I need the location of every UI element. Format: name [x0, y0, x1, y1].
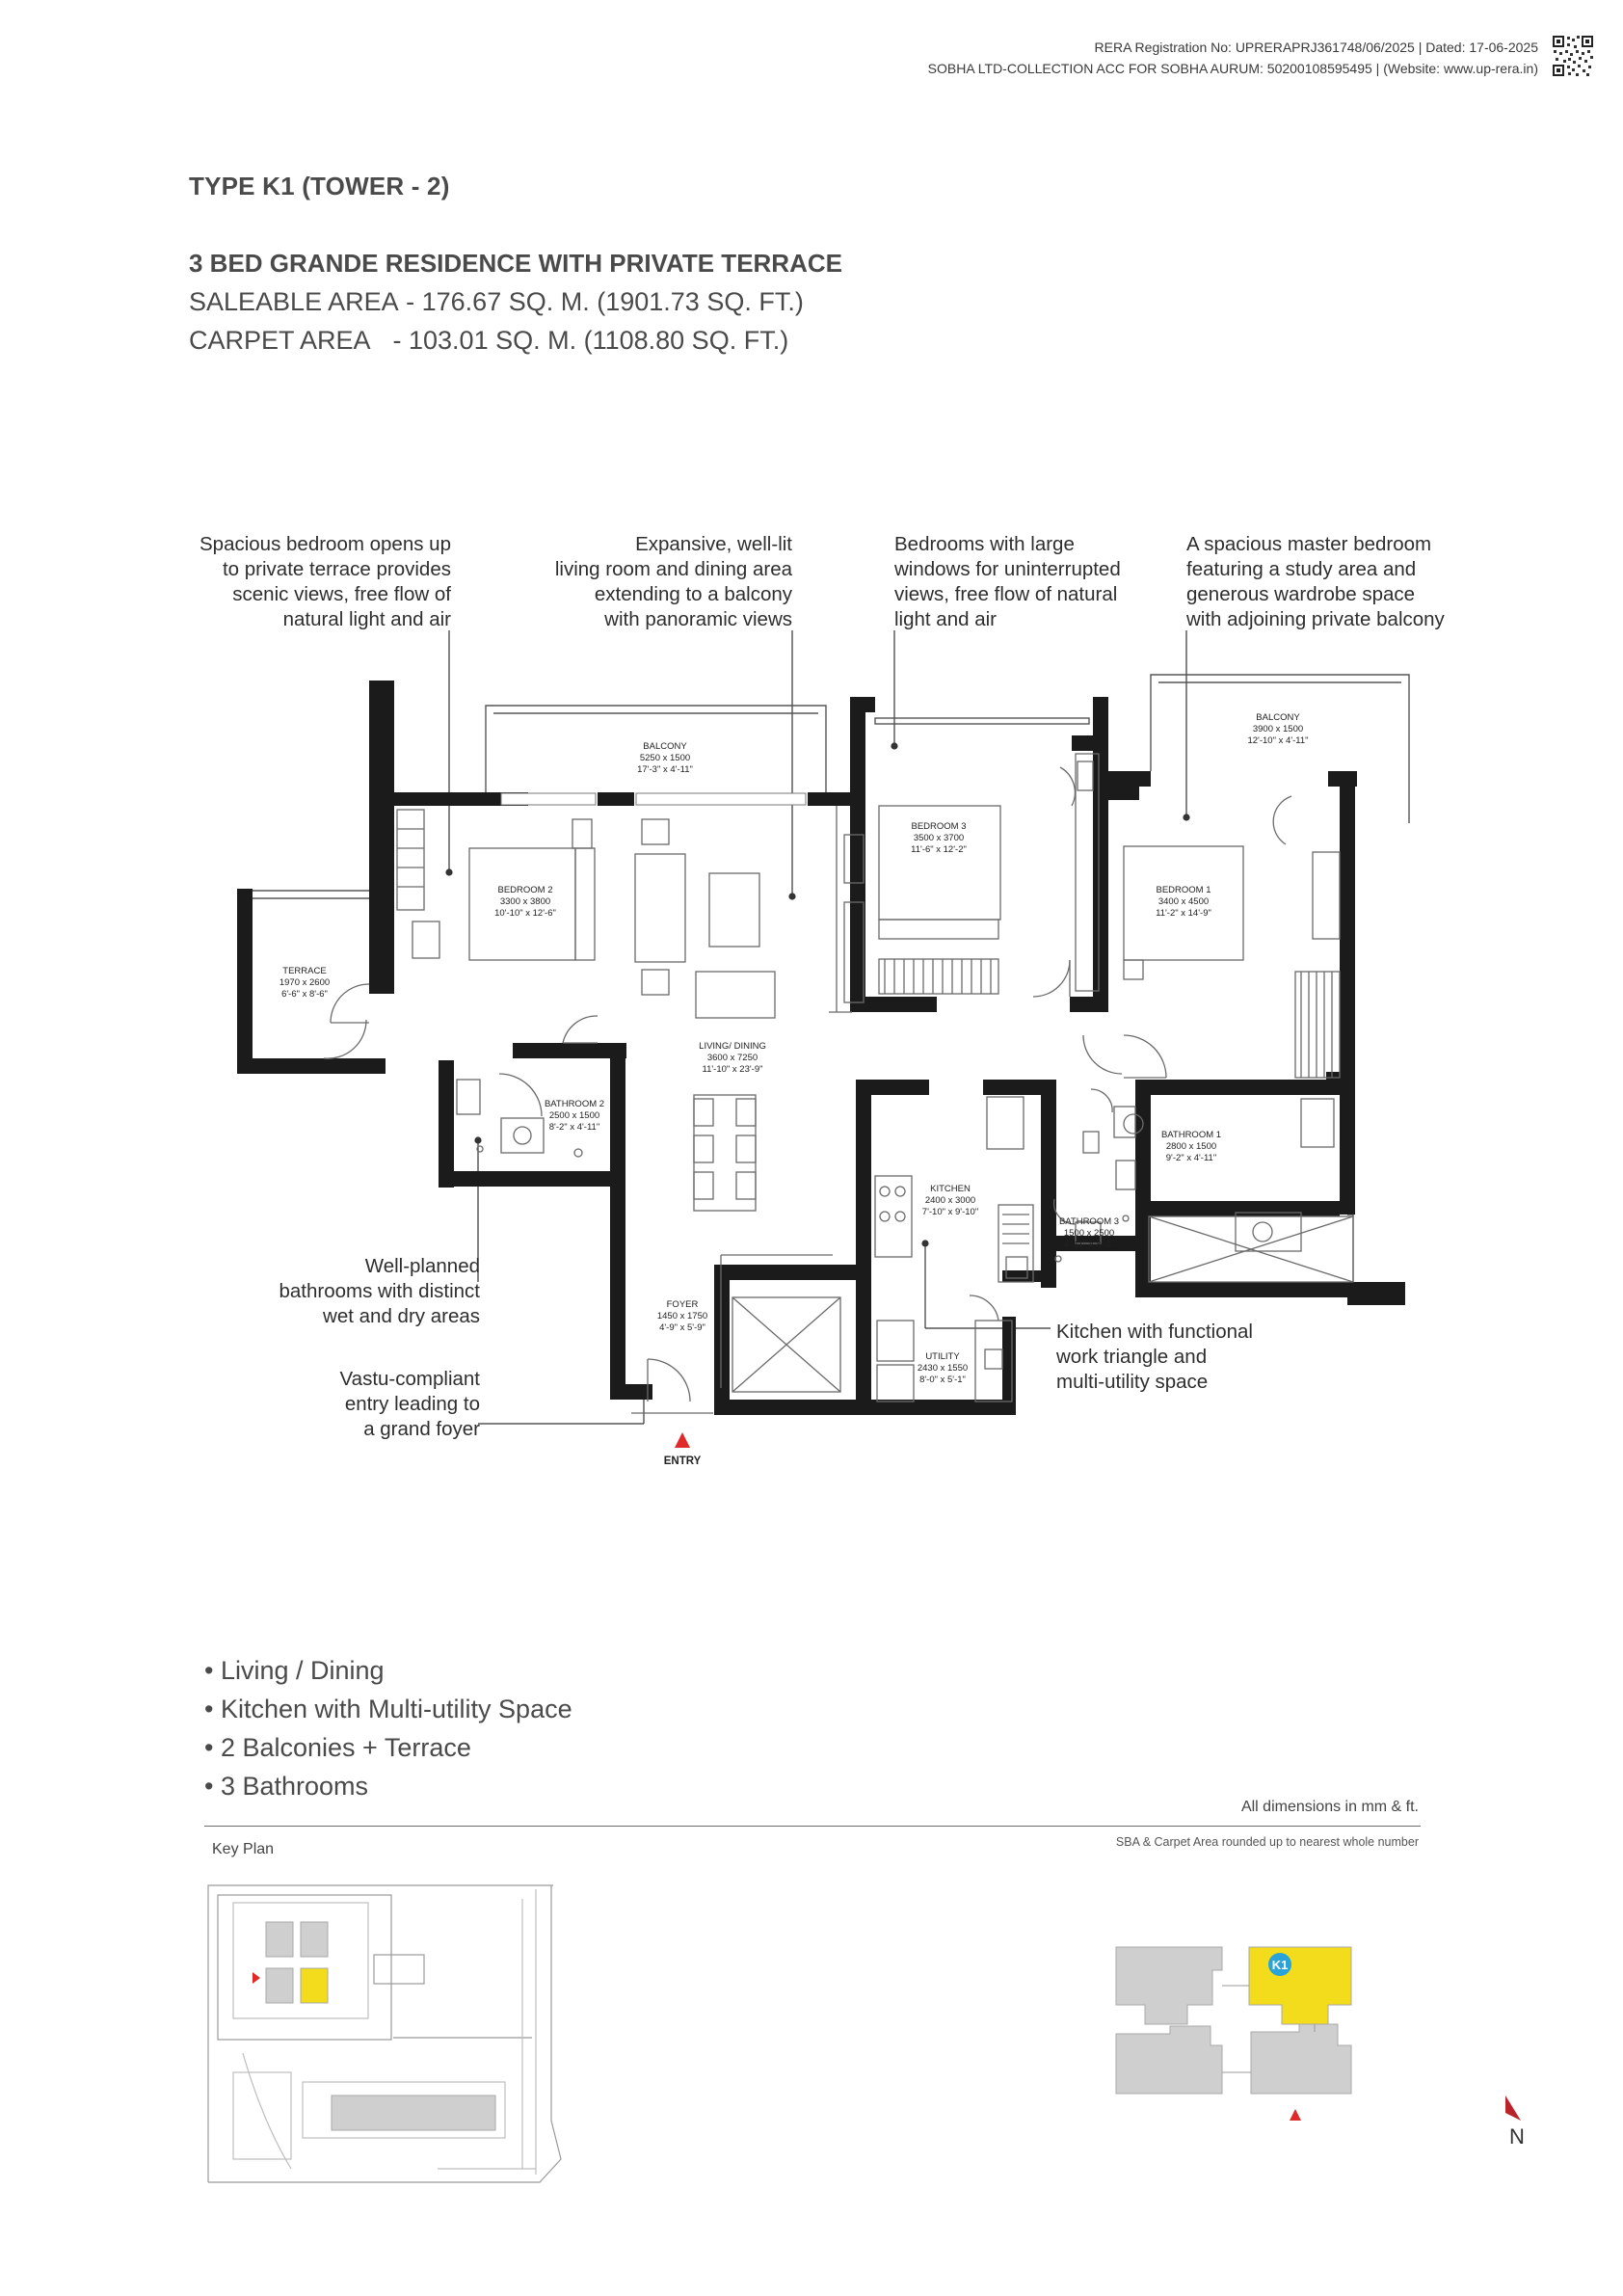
callout-line: generous wardrobe space	[1186, 583, 1416, 605]
entry-arrow-icon	[675, 1432, 690, 1448]
saleable-area-label: SALEABLE AREA	[189, 287, 399, 316]
callout-line: with panoramic views	[604, 608, 792, 630]
balcony-a-dim-mm: 5250 x 1500	[639, 753, 691, 763]
bathroom3-name: BATHROOM 3	[1058, 1216, 1120, 1227]
callout-line: Kitchen with functional	[1056, 1321, 1253, 1343]
bedroom2-dim-mm: 3300 x 3800	[499, 896, 551, 907]
bathroom1-dim-mm: 2800 x 1500	[1165, 1141, 1217, 1152]
callout-line: Spacious bedroom opens up	[200, 533, 451, 555]
utility-dim-mm: 2430 x 1550	[917, 1363, 969, 1374]
bedroom2-dim-ft: 10'-10" x 12'-6"	[494, 908, 556, 919]
features-list	[204, 1651, 572, 1805]
site-key-plan	[204, 1880, 609, 2198]
feature-item: • 3 Bathrooms	[204, 1772, 369, 1801]
callout-line: natural light and air	[282, 608, 451, 630]
callout-line: a grand foyer	[363, 1418, 480, 1440]
bedroom1-dim-ft: 11'-2" x 14'-9"	[1156, 908, 1211, 919]
callout-line: multi-utility space	[1056, 1371, 1209, 1393]
tower-key-plan	[1106, 1928, 1361, 2130]
balcony-a-name: BALCONY	[643, 741, 687, 752]
bedroom2-name: BEDROOM 2	[497, 885, 553, 895]
feature-item: • Living / Dining	[204, 1656, 385, 1685]
terrace-dim-ft: 6'-6" x 8'-6"	[281, 989, 328, 1000]
callout-line: Well-planned	[364, 1255, 480, 1277]
callout-line: to private terrace provides	[222, 558, 451, 580]
bedroom3-dim-ft: 11'-6" x 12'-2"	[911, 844, 967, 855]
entry-label: ENTRY	[663, 1455, 702, 1467]
account-text: SOBHA LTD-COLLECTION ACC FOR SOBHA AURUM: 50200108595495 | (Website: www.up-rera.in)	[927, 61, 1538, 76]
callout-line: entry leading to	[344, 1393, 480, 1415]
living-dim-mm: 3600 x 7250	[706, 1053, 758, 1063]
kitchen-dim-ft: 7'-10" x 9'-10"	[921, 1207, 979, 1217]
callout-line: Bedrooms with large	[894, 533, 1075, 555]
callout-line: work triangle and	[1056, 1346, 1208, 1368]
unit-type-title: TYPE K1 (TOWER - 2)	[189, 172, 450, 200]
bathroom2-name: BATHROOM 2	[544, 1099, 605, 1109]
living-name: LIVING/ DINING	[699, 1041, 766, 1052]
callout-line: windows for uninterrupted	[894, 558, 1121, 580]
saleable-area-value: - 176.67 SQ. M. (1901.73 SQ. FT.)	[406, 287, 804, 316]
callout-line: featuring a study area and	[1186, 558, 1417, 580]
callout-line: wet and dry areas	[323, 1305, 480, 1327]
north-label: N	[1509, 2124, 1525, 2149]
bedroom3-name: BEDROOM 3	[911, 821, 967, 832]
rera-registration-text: RERA Registration No: UPRERAPRJ361748/06/2025 | Dated: 17-06-2025	[1094, 40, 1538, 55]
callout-line: bathrooms with distinct	[279, 1280, 480, 1302]
site-entry-marker-icon	[253, 1972, 260, 1984]
carpet-area-label: CARPET AREA	[189, 326, 371, 355]
k1-badge-label: K1	[1271, 1958, 1289, 1972]
carpet-area-value: - 103.01 SQ. M. (1108.80 SQ. FT.)	[392, 326, 789, 355]
callout-line: with adjoining private balcony	[1186, 608, 1445, 630]
kitchen-name: KITCHEN	[930, 1184, 971, 1194]
foyer-dim-ft: 4'-9" x 5'-9"	[659, 1322, 705, 1333]
dimensions-note: All dimensions in mm & ft.	[1240, 1799, 1419, 1815]
callout-line: views, free flow of natural	[894, 583, 1118, 605]
terrace-name: TERRACE	[282, 966, 327, 976]
kitchen-dim-mm: 2400 x 3000	[924, 1195, 976, 1206]
bathroom3-dim-ft: 4'-11" x 8'-2"	[1063, 1240, 1115, 1250]
unit-subtitle: 3 BED GRANDE RESIDENCE WITH PRIVATE TERRACE	[189, 249, 842, 278]
bathroom3-dim-mm: 1500 x 2500	[1063, 1228, 1115, 1239]
foyer-dim-mm: 1450 x 1750	[656, 1311, 708, 1322]
utility-dim-ft: 8'-0" x 5'-1"	[919, 1375, 966, 1385]
bathroom1-dim-ft: 9'-2" x 4'-11"	[1165, 1153, 1217, 1163]
bathroom2-dim-ft: 8'-2" x 4'-11"	[548, 1122, 600, 1133]
divider	[204, 1826, 1421, 1827]
feature-item: • Kitchen with Multi-utility Space	[204, 1695, 572, 1723]
callout-line: Expansive, well-lit	[635, 533, 792, 555]
callout-line: light and air	[894, 608, 997, 630]
living-dim-ft: 11'-10" x 23'-9"	[702, 1064, 763, 1075]
site-k1-highlight	[301, 1968, 328, 2003]
terrace-dim-mm: 1970 x 2600	[279, 977, 331, 988]
balcony-b-dim-ft: 12'-10" x 4'-11"	[1247, 735, 1309, 746]
balcony-b-name: BALCONY	[1256, 712, 1300, 723]
bathroom1-name: BATHROOM 1	[1160, 1130, 1222, 1140]
callout-line: A spacious master bedroom	[1186, 533, 1432, 555]
rounding-note: SBA & Carpet Area rounded up to nearest whole number	[1115, 1835, 1419, 1849]
callout-line: extending to a balcony	[594, 583, 792, 605]
foyer-name: FOYER	[666, 1299, 699, 1310]
bathroom2-dim-mm: 2500 x 1500	[548, 1110, 600, 1121]
bedroom1-name: BEDROOM 1	[1156, 885, 1211, 895]
callout-line: Vastu-compliant	[339, 1368, 480, 1390]
utility-name: UTILITY	[925, 1351, 960, 1362]
balcony-b-dim-mm: 3900 x 1500	[1252, 724, 1304, 734]
bedroom1-dim-mm: 3400 x 4500	[1157, 896, 1210, 907]
callout-line: living room and dining area	[554, 558, 792, 580]
north-arrow-icon	[1500, 2092, 1538, 2149]
callout-line: scenic views, free flow of	[232, 583, 451, 605]
tower-entry-marker-icon	[1290, 2109, 1301, 2121]
key-plan-label: Key Plan	[212, 1841, 275, 1857]
feature-item: • 2 Balconies + Terrace	[204, 1733, 471, 1762]
balcony-a-dim-ft: 17'-3" x 4'-11"	[637, 764, 693, 775]
tower-k1-highlight	[1249, 1947, 1351, 2024]
bedroom3-dim-mm: 3500 x 3700	[913, 833, 965, 843]
